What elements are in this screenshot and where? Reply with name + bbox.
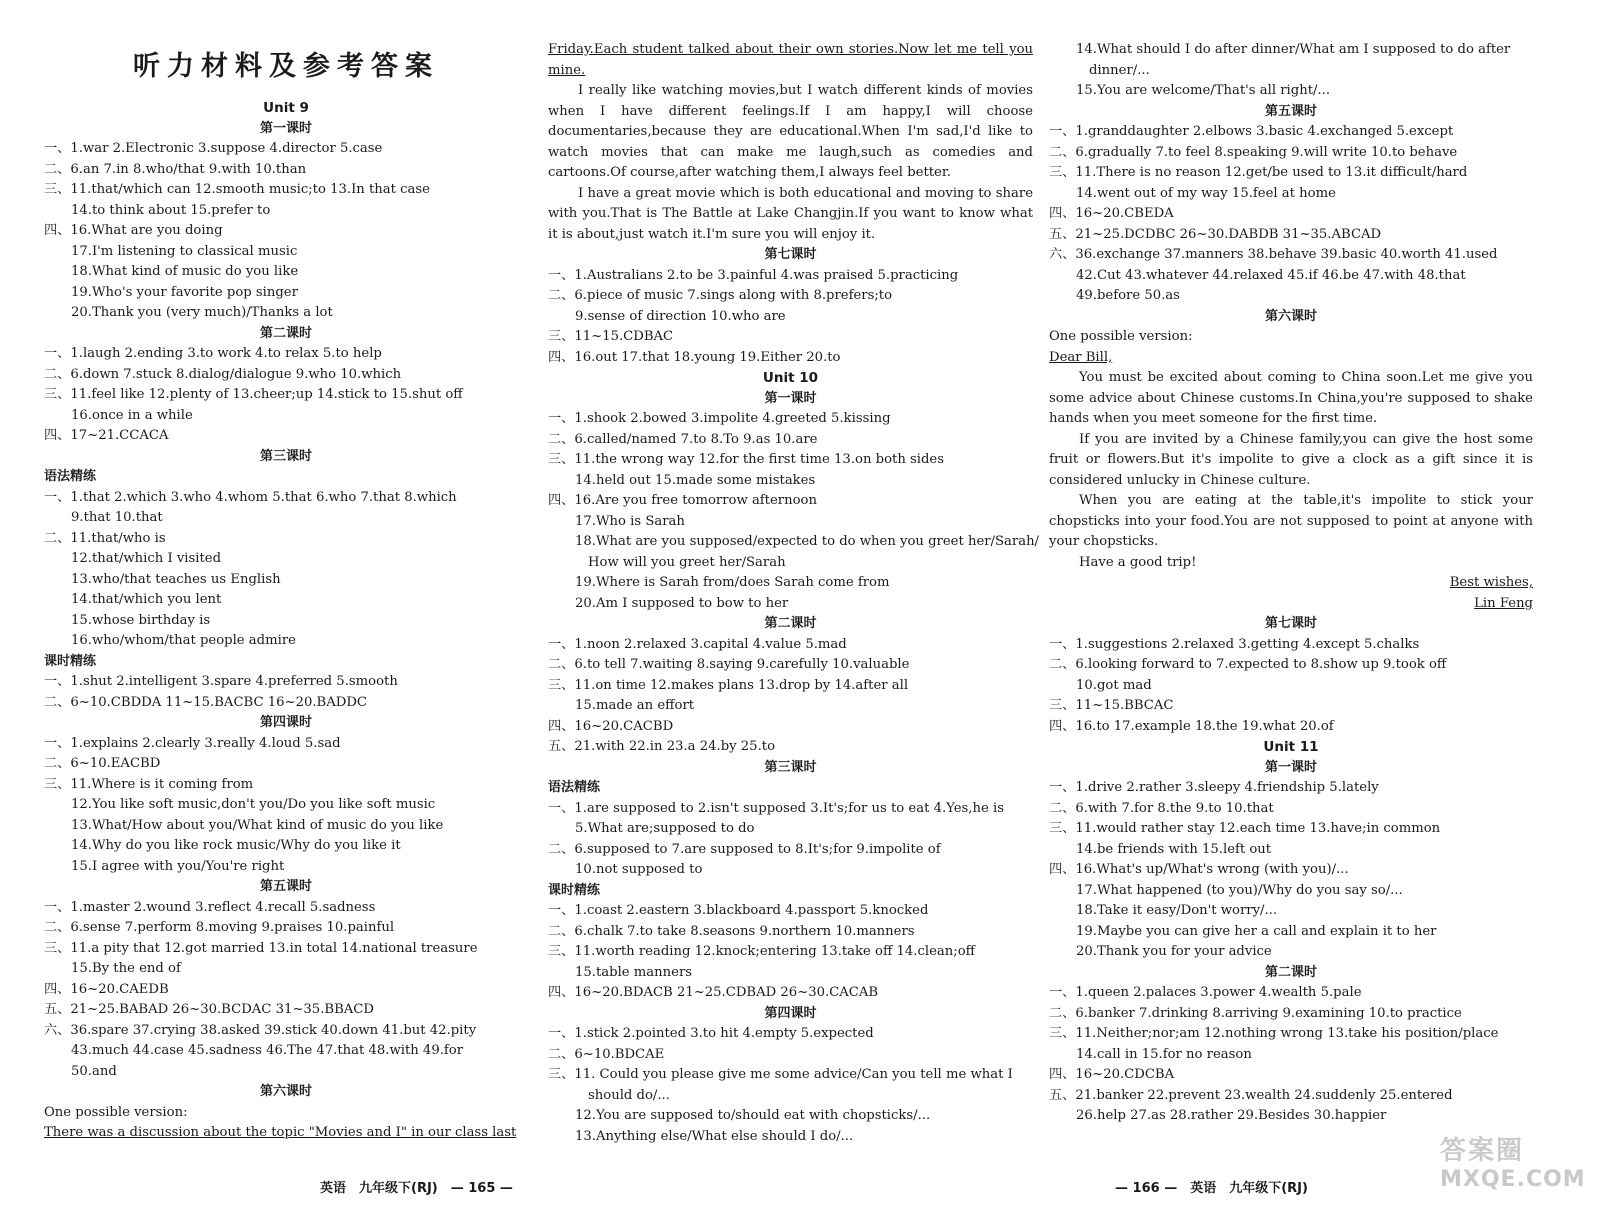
essay-paragraph: I have a great movie which is both educational and moving to share with you.That is The Battle at Lake Changjin.If you want to know what it is about,just watch it.I'm sure you will enjoy it. (548, 185, 1033, 242)
lesson-heading: 第三课时 (764, 759, 817, 775)
answer-line: 13.who/that teaches us English (71, 571, 281, 587)
answer-line: 14.that/which you lent (71, 592, 222, 607)
answer-line: 一、1.coast 2.eastern 3.blackboard 4.passport 5.knocked (548, 903, 929, 918)
answer-line: 43.much 44.case 45.sadness 46.The 47.that 48.with 49.for (71, 1043, 464, 1058)
answer-line: 二、6.looking forward to 7.expected to 8.show up 9.took off (1049, 657, 1447, 672)
section-subheading: 课时精练 (548, 882, 601, 898)
answer-line: 二、6~10.CBDDA 11~15.BACBC 16~20.BADDC (44, 694, 368, 710)
answer-line: 四、16.out 17.that 18.young 19.Either 20.to (548, 349, 841, 365)
answer-line: 二、6.down 7.stuck 8.dialog/dialogue 9.who 10.which (44, 366, 402, 382)
answer-line: 50.and (71, 1063, 117, 1079)
unit-heading: Unit 11 (1263, 739, 1319, 755)
lesson-heading: 第七课时 (764, 247, 817, 262)
answer-line: 10.not supposed to (575, 862, 703, 877)
answer-line: 17.What happened (to you)/Why do you say so/... (1076, 882, 1403, 898)
watermark-url: MXQE.COM (1440, 1167, 1586, 1192)
lesson-heading: 第四课时 (764, 1005, 817, 1021)
essay-paragraph: You must be excited about coming to China soon.Let me give you some advice about Chinese customs.In China,you're supposed to shake hands when you meet someone for the first time. (1049, 370, 1533, 426)
answer-line: 三、11.Where is it coming from (44, 776, 254, 792)
letter-signoff (1049, 573, 1533, 594)
answer-line: 18.What are you supposed/expected to do when you greet her/Sarah/ (575, 534, 1040, 549)
answer-line: 一、1.are supposed to 2.isn't supposed 3.It's;for us to eat 4.Yes,he is (548, 800, 1004, 816)
answer-line: How will you greet her/Sarah (588, 554, 786, 570)
column-right (1049, 40, 1533, 1127)
answer-line: 18.Take it easy/Don't worry/... (1076, 903, 1278, 918)
watermark-text: 答案圈 (1440, 1136, 1525, 1166)
answer-line: 三、11.feel like 12.plenty of 13.cheer;up 14.stick to 15.shut off (44, 387, 463, 402)
answer-line: 四、16~20.CDCBA (1049, 1067, 1175, 1082)
answer-line: 二、6.banker 7.drinking 8.arriving 9.examining 10.to practice (1049, 1005, 1462, 1021)
answer-line: 14.to think about 15.prefer to (71, 202, 271, 218)
column-middle (548, 40, 1040, 1147)
answer-line: 四、16.What are you doing (44, 223, 223, 238)
answer-line: 15.You are welcome/That's all right/... (1076, 83, 1331, 98)
answer-line: 四、16~20.CACBD (548, 718, 674, 734)
essay-line: Friday.Each student talked about their own stories.Now let me tell you mine. (548, 42, 1033, 78)
answer-line: 20.Thank you for your advice (1076, 944, 1272, 959)
answer-line: 9.sense of direction 10.who are (575, 308, 786, 324)
answer-line: 13.What/How about you/What kind of music do you like (71, 817, 444, 833)
answer-line: 五、21.with 22.in 23.a 24.by 25.to (548, 739, 776, 754)
answer-line: 5.What are;supposed to do (575, 821, 755, 836)
lesson-heading: 第一课时 (764, 390, 817, 406)
answer-line: 二、6.gradually 7.to feel 8.speaking 9.will write 10.to behave (1049, 144, 1458, 160)
answer-line: 六、36.spare 37.crying 38.asked 39.stick 40.down 41.but 42.pity (44, 1022, 477, 1038)
section-subheading: 语法精练 (548, 780, 601, 795)
lesson-heading: 第六课时 (259, 1084, 312, 1099)
answer-line: 一、1.queen 2.palaces 3.power 4.wealth 5.pale (1049, 985, 1362, 1000)
answer-line: 二、6.to tell 7.waiting 8.saying 9.carefully 10.valuable (548, 657, 910, 672)
lesson-heading: 第二课时 (1264, 964, 1317, 980)
section-subheading: 课时精练 (44, 653, 97, 669)
answer-line: 二、6.chalk 7.to take 8.seasons 9.northern 10.manners (548, 923, 915, 939)
answer-line: 9.that 10.that (71, 510, 163, 525)
lesson-heading: 第一课时 (1264, 759, 1317, 775)
answer-line: 16.who/whom/that people admire (71, 633, 296, 648)
answer-line: dinner/... (1089, 62, 1150, 78)
answer-line: 二、6~10.BDCAE (548, 1046, 665, 1062)
essay-line: There was a discussion about the topic "Movies and I" in our class last (44, 1125, 517, 1140)
answer-line: 二、6.sense 7.perform 8.moving 9.praises 10.painful (44, 920, 395, 935)
essay-paragraph: If you are invited by a Chinese family,you can give the host some fruit or flowers.But it's impolite to give a clock as a gift since it is considered unlucky in Chinese culture. (1049, 431, 1533, 488)
answer-line: 15.whose birthday is (71, 612, 211, 628)
lesson-heading: 第六课时 (1264, 308, 1317, 324)
essay-paragraph: I really like watching movies,but I watch different kinds of movies when I have different feelings.If I am happy,I will choose documentaries,because they are educational.When I'm sad,I'd like to watch movies that can make me laugh,such as comedies and cartoons.Of course,after watching them,I always feel better. (548, 83, 1033, 180)
lesson-heading: 第五课时 (1264, 103, 1317, 119)
answer-line: 三、11.Neither;nor;am 12.nothing wrong 13.take his position/place (1049, 1026, 1499, 1041)
answer-line: 19.Where is Sarah from/does Sarah come from (575, 575, 890, 590)
answer-line: 一、1.noon 2.relaxed 3.capital 4.value 5.mad (548, 636, 847, 652)
signoff-text: Lin Feng (1474, 595, 1533, 611)
footer-left-page-number: 英语 九年级下(RJ) — 165 — (320, 1181, 513, 1196)
answer-line: 一、1.master 2.wound 3.reflect 4.recall 5.sadness (44, 899, 376, 915)
essay-paragraph: When you are eating at the table,it's impolite to stick your chopsticks into your food.You are not supposed to point at anyone with your chopsticks. (1049, 493, 1533, 549)
answer-line: 六、36.exchange 37.manners 38.behave 39.basic 40.worth 41.used (1049, 247, 1498, 262)
unit-heading: Unit 9 (263, 100, 309, 116)
answer-line: 三、11.the wrong way 12.for the first time 13.on both sides (548, 452, 945, 467)
lesson-heading: 第五课时 (259, 879, 312, 894)
answer-line: 一、1.Australians 2.to be 3.painful 4.was praised 5.practicing (548, 267, 959, 283)
answer-line: 19.Maybe you can give her a call and explain it to her (1076, 923, 1437, 939)
answer-line: 一、1.laugh 2.ending 3.to work 4.to relax 5.to help (44, 346, 382, 361)
letter-salutation: Dear Bill, (1049, 349, 1113, 365)
answer-line: 二、6~10.EACBD (44, 756, 161, 771)
answer-line: 一、1.granddaughter 2.elbows 3.basic 4.exchanged 5.except (1049, 124, 1454, 139)
answer-line: 四、17~21.CCACA (44, 428, 169, 443)
answer-line: 10.got mad (1076, 677, 1152, 693)
lesson-heading: 第二课时 (259, 325, 312, 341)
answer-line: One possible version: (44, 1104, 188, 1120)
answer-line: 三、11.would rather stay 12.each time 13.have;in common (1049, 821, 1441, 836)
answer-line: 15.By the end of (71, 961, 181, 976)
page-title: 听力材料及参考答案 (133, 51, 439, 82)
answer-line: 15.table manners (575, 964, 693, 980)
answer-line: 17.I'm listening to classical music (71, 243, 298, 259)
answer-line: 一、1.stick 2.pointed 3.to hit 4.empty 5.expected (548, 1026, 874, 1041)
answer-line: 三、11~15.BBCAC (1049, 698, 1174, 713)
answer-line: should do/... (588, 1087, 670, 1103)
lesson-heading: 第七课时 (1264, 616, 1317, 631)
answer-line: 四、16.What's up/What's wrong (with you)/... (1049, 862, 1349, 877)
answer-line: 20.Thank you (very much)/Thanks a lot (71, 305, 333, 320)
answer-line: 五、21~25.DCDBC 26~30.DABDB 31~35.ABCAD (1049, 226, 1382, 242)
answer-line: 一、1.drive 2.rather 3.sleepy 4.friendship 5.lately (1049, 780, 1379, 795)
answer-line: 19.Who's your favorite pop singer (71, 284, 298, 300)
answer-line: 14.call in 15.for no reason (1076, 1046, 1252, 1062)
column-left (44, 40, 528, 1144)
watermark-logo (1440, 1130, 1590, 1210)
answer-line: 四、16~20.CAEDB (44, 981, 169, 997)
answer-line: 三、11~15.CDBAC (548, 329, 674, 344)
answer-line: 四、16.Are you free tomorrow afternoon (548, 493, 817, 508)
answer-line: 五、21~25.BABAD 26~30.BCDAC 31~35.BBACD (44, 1002, 374, 1017)
answer-line: 四、16~20.BDACB 21~25.CDBAD 26~30.CACAB (548, 985, 879, 1000)
answer-line: 四、16.to 17.example 18.the 19.what 20.of (1049, 718, 1334, 734)
answer-line: One possible version: (1049, 329, 1193, 344)
answer-line: 三、11. Could you please give me some advice/Can you tell me what I (548, 1067, 1013, 1082)
answer-line: 14.held out 15.made some mistakes (575, 472, 816, 488)
answer-line: 12.that/which I visited (71, 551, 222, 566)
answer-line: 15.I agree with you/You're right (71, 858, 285, 874)
answer-line: 二、6.an 7.in 8.who/that 9.with 10.than (44, 161, 307, 177)
answer-line: 三、11.There is no reason 12.get/be used to 13.it difficult/hard (1049, 165, 1468, 180)
answer-line: 二、6.supposed to 7.are supposed to 8.It's;for 9.impolite of (548, 841, 941, 857)
answer-line: 一、1.suggestions 2.relaxed 3.getting 4.except 5.chalks (1049, 636, 1420, 652)
answer-line: 42.Cut 43.whatever 44.relaxed 45.if 46.be 47.with 48.that (1076, 267, 1466, 283)
answer-line: 三、11.that/which can 12.smooth music;to 13.In that case (44, 182, 430, 197)
answer-line: 一、1.shut 2.intelligent 3.spare 4.preferred 5.smooth (44, 674, 398, 689)
answer-line: 26.help 27.as 28.rather 29.Besides 30.happier (1076, 1108, 1387, 1123)
answer-line: 五、21.banker 22.prevent 23.wealth 24.suddenly 25.entered (1049, 1087, 1453, 1103)
signoff-text: Best wishes, (1449, 575, 1533, 590)
answer-line: 13.Anything else/What else should I do/... (575, 1128, 854, 1144)
answer-line: 15.made an effort (575, 698, 695, 713)
answer-line: 二、6.with 7.for 8.the 9.to 10.that (1049, 800, 1274, 816)
answer-line: 16.once in a while (71, 407, 193, 423)
answer-line: 18.What kind of music do you like (71, 264, 299, 279)
lesson-heading: 第二课时 (764, 616, 817, 631)
footer-right-page-number: — 166 — 英语 九年级下(RJ) (1115, 1181, 1308, 1196)
answer-line: 14.be friends with 15.left out (1076, 841, 1272, 857)
section-subheading: 语法精练 (44, 469, 97, 484)
answer-line: 17.Who is Sarah (575, 513, 685, 529)
answer-line: 二、6.called/named 7.to 8.To 9.as 10.are (548, 431, 818, 447)
lesson-heading: 第三课时 (259, 448, 312, 464)
answer-line: 12.You are supposed to/should eat with chopsticks/... (575, 1108, 931, 1123)
answer-line: 三、11.a pity that 12.got married 13.in total 14.national treasure (44, 940, 478, 956)
answer-line: 一、1.war 2.Electronic 3.suppose 4.director 5.case (44, 141, 383, 156)
unit-heading: Unit 10 (762, 370, 819, 386)
lesson-heading: 第一课时 (259, 120, 312, 136)
answer-line: 四、16~20.CBEDA (1049, 206, 1174, 221)
essay-paragraph: Have a good trip! (1079, 554, 1197, 570)
answer-line: 14.What should I do after dinner/What am I supposed to do after (1076, 42, 1511, 57)
answer-line: 一、1.explains 2.clearly 3.really 4.loud 5.sad (44, 735, 341, 751)
answer-line: 一、1.shook 2.bowed 3.impolite 4.greeted 5.kissing (548, 411, 891, 426)
answer-line: 一、1.that 2.which 3.who 4.whom 5.that 6.who 7.that 8.which (44, 489, 457, 505)
letter-signoff (1049, 594, 1533, 615)
answer-line: 14.went out of my way 15.feel at home (1076, 185, 1336, 201)
answer-line: 49.before 50.as (1076, 288, 1180, 303)
answer-line: 三、11.worth reading 12.knock;entering 13.take off 14.clean;off (548, 944, 975, 959)
answer-line: 二、11.that/who is (44, 530, 166, 546)
lesson-heading: 第四课时 (259, 715, 312, 730)
answer-line: 20.Am I supposed to bow to her (575, 595, 789, 611)
answer-line: 三、11.on time 12.makes plans 13.drop by 14.after all (548, 677, 909, 693)
answer-line: 12.You like soft music,don't you/Do you like soft music (71, 797, 436, 812)
answer-line: 二、6.piece of music 7.sings along with 8.prefers;to (548, 288, 893, 303)
answer-line: 14.Why do you like rock music/Why do you like it (71, 838, 401, 853)
